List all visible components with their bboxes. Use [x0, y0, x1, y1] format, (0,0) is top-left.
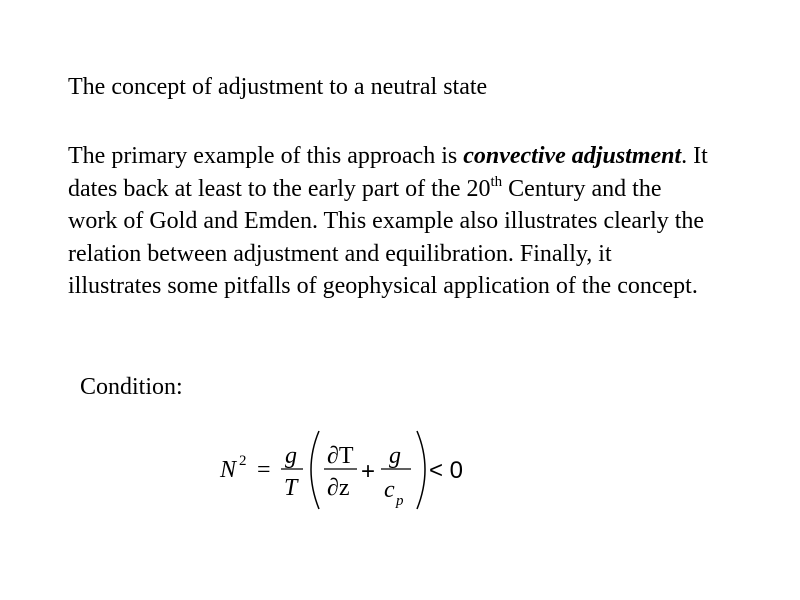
condition-label: Condition:	[80, 374, 183, 400]
formula-svg	[215, 425, 475, 520]
paragraph-emphasis: convective adjustment	[463, 143, 682, 169]
paragraph-text-part1: The primary example of this approach is	[68, 143, 464, 169]
paragraph-text-part2: . It dates back at least to the early part of the 20	[68, 143, 708, 202]
formula-plus: +	[361, 458, 376, 485]
stability-formula	[215, 425, 475, 520]
frac3-numerator: g	[389, 443, 401, 469]
left-paren	[311, 431, 319, 509]
formula-lhs: N	[220, 457, 237, 483]
frac2-numerator	[327, 443, 354, 469]
formula-equals: =	[257, 457, 271, 483]
formula-lhs-exponent: 2	[239, 453, 247, 469]
paragraph-superscript: th	[490, 173, 503, 190]
paragraph-text-part3: Century and the work of Gold and Emden. This example also illustrates clearly the relation between adjustment and equilibration. Finally, it illustrates some pitfalls of geophysical application of the concept.	[68, 175, 705, 299]
body-paragraph	[68, 140, 708, 303]
frac3-denominator: c	[384, 477, 395, 503]
formula-relation: < 0	[429, 457, 464, 484]
frac1-denominator: T	[284, 475, 298, 501]
right-paren	[417, 431, 425, 509]
frac2-numerator-text: ∂T	[327, 443, 354, 469]
frac2-denominator: ∂z	[327, 475, 350, 501]
frac3-denominator-subscript: p	[396, 493, 404, 509]
frac1-numerator: g	[285, 443, 297, 469]
slide-title: The concept of adjustment to a neutral state	[68, 74, 488, 100]
